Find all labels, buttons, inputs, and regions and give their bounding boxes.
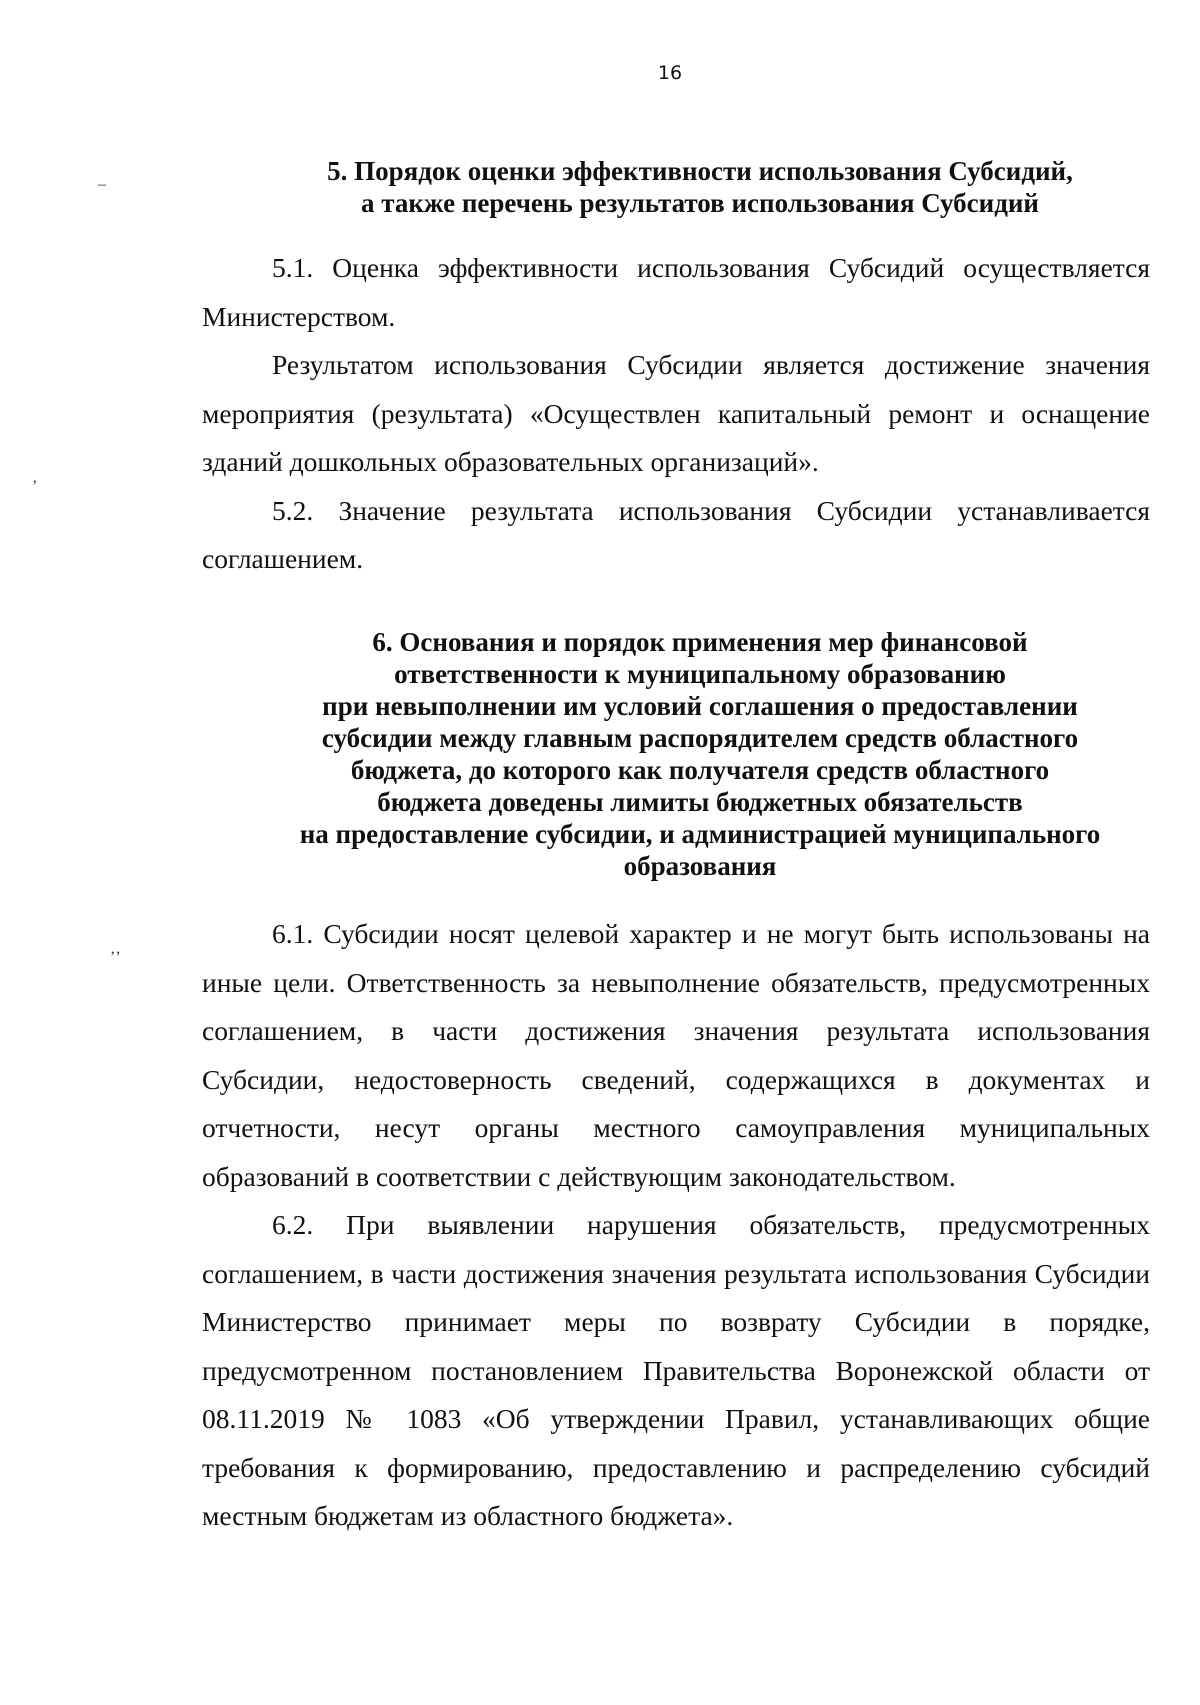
section-6-heading-line: бюджета, до которого как получателя средств областного xyxy=(350,755,1050,785)
scan-mark: – xyxy=(98,176,106,193)
paragraph-5-1-result: Результатом использования Субсидии является достижение значения мероприятия (результата) «Осуществлен капитальный ремонт и оснащение зданий дошкольных образовательных организаций». xyxy=(202,349,1150,477)
section-6-heading-line: образования xyxy=(623,851,777,881)
section-6 xyxy=(202,626,1150,882)
section-6-heading-line: на предоставление субсидии, и администрацией муниципального xyxy=(299,819,1101,849)
section-6-heading xyxy=(202,626,1150,882)
section-6-body xyxy=(202,910,1150,1541)
paragraph-6-2: 6.2. При выявлении нарушения обязательств, предусмотренных соглашением, в части достижения значения результата использования Субсидии Министерство принимает меры по возврату Субсидии в порядке, предусмотренном постановлением Правительства Воронежской области от 08.11.2019 № 1083 «Об утверждении Правил, устанавливающих общие требования к формированию, предоставлению и распределению субсидий местным бюджетам из областного бюджета». xyxy=(202,1209,1150,1531)
section-6-heading-line: субсидии между главным распорядителем средств областного xyxy=(321,723,1079,753)
paragraph-5-1: 5.1. Оценка эффективности использования Субсидий осуществляется Министерством. xyxy=(202,252,1150,332)
section-6-heading-line: при невыполнении им условий соглашения о предоставлении xyxy=(322,691,1078,721)
section-5 xyxy=(202,155,1150,219)
page-number: 16 xyxy=(657,62,683,84)
scan-mark: ʼ xyxy=(32,478,38,495)
section-5-body xyxy=(202,244,1150,584)
section-5-heading-line: 5. Порядок оценки эффективности использования Субсидий, xyxy=(327,156,1073,186)
scan-mark: ‚‚ xyxy=(110,940,121,957)
section-6-heading-line: ответственности к муниципальному образованию xyxy=(394,659,1006,689)
section-5-heading xyxy=(202,155,1150,219)
section-6-heading-line: бюджета доведены лимиты бюджетных обязательств xyxy=(377,787,1023,817)
paragraph-6-1: 6.1. Субсидии носят целевой характер и не могут быть использованы на иные цели. Ответственность за невыполнение обязательств, предусмотренных соглашением, в части достижения значения результата использования Субсидии, недостоверность сведений, содержащихся в документах и отчетности, несут органы местного самоуправления муниципальных образований в соответствии с действующим законодательством. xyxy=(202,918,1150,1192)
paragraph-5-2: 5.2. Значение результата использования Субсидии устанавливается соглашением. xyxy=(202,494,1150,574)
section-6-heading-line: 6. Основания и порядок применения мер финансовой xyxy=(372,627,1028,657)
section-5-heading-line: а также перечень результатов использования Субсидий xyxy=(360,188,1039,218)
